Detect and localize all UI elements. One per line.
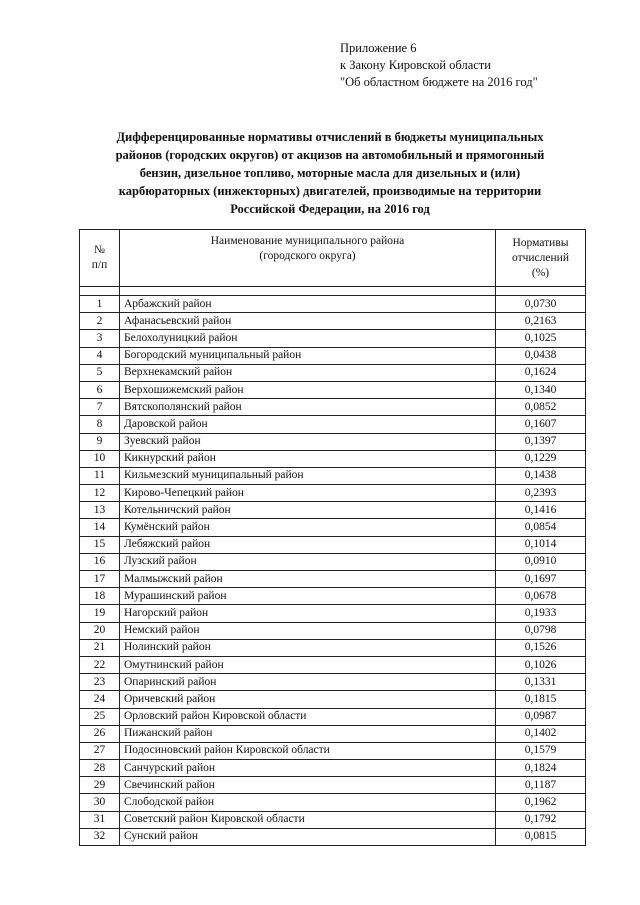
- row-number: 17: [80, 571, 120, 588]
- norm-value: 0,1438: [496, 467, 586, 484]
- district-name: Советский район Кировской области: [120, 811, 496, 828]
- norm-value: 0,1792: [496, 811, 586, 828]
- appendix-law-title: "Об областном бюджете на 2016 год": [340, 75, 538, 89]
- header-norm-line: (%): [531, 266, 550, 279]
- district-name: Подосиновский район Кировской области: [120, 742, 496, 759]
- table-row: [80, 588, 586, 605]
- table-row: [80, 760, 586, 777]
- district-name: Богородский муниципальный район: [120, 347, 496, 364]
- row-number: 31: [80, 811, 120, 828]
- table-row: [80, 656, 586, 673]
- district-name: Лебяжский район: [120, 536, 496, 553]
- norm-value: 0,1402: [496, 725, 586, 742]
- row-number: 22: [80, 656, 120, 673]
- norm-value: 0,0438: [496, 347, 586, 364]
- row-number: 18: [80, 588, 120, 605]
- district-name: Пижанский район: [120, 725, 496, 742]
- district-name: Арбажский район: [120, 296, 496, 313]
- spacer-cell: [496, 287, 586, 296]
- row-number: 11: [80, 467, 120, 484]
- table-row: [80, 485, 586, 502]
- norm-value: 0,1416: [496, 502, 586, 519]
- table-row: [80, 725, 586, 742]
- row-number: 4: [80, 347, 120, 364]
- district-name: Вятскополянский район: [120, 399, 496, 416]
- norm-value: 0,0854: [496, 519, 586, 536]
- table-row: [80, 777, 586, 794]
- appendix-header: [340, 40, 630, 91]
- norm-value: 0,1026: [496, 656, 586, 673]
- district-name: Даровской район: [120, 416, 496, 433]
- norm-value: 0,0815: [496, 828, 586, 845]
- row-number: 27: [80, 742, 120, 759]
- district-name: Кикнурский район: [120, 450, 496, 467]
- row-number: 24: [80, 691, 120, 708]
- district-name: Белохолуницкий район: [120, 330, 496, 347]
- table-body: [80, 296, 586, 846]
- norm-value: 0,1962: [496, 794, 586, 811]
- table-row: [80, 450, 586, 467]
- table-row: [80, 381, 586, 398]
- table-row: [80, 330, 586, 347]
- title-line: карбюраторных (инжекторных) двигателей, производимые на территории: [118, 184, 542, 198]
- row-number: 19: [80, 605, 120, 622]
- district-name: Санчурский район: [120, 760, 496, 777]
- norm-value: 0,2393: [496, 485, 586, 502]
- district-name: Кильмезский муниципальный район: [120, 467, 496, 484]
- district-name: Котельничский район: [120, 502, 496, 519]
- table-row: [80, 296, 586, 313]
- row-number: 23: [80, 674, 120, 691]
- table-row: [80, 828, 586, 845]
- district-name: Малмыжский район: [120, 571, 496, 588]
- row-number: 1: [80, 296, 120, 313]
- district-name: Немский район: [120, 622, 496, 639]
- district-name: Орловский район Кировской области: [120, 708, 496, 725]
- title-line: бензин, дизельное топливо, моторные масла для дизельных и (или): [139, 166, 521, 180]
- district-name: Лузский район: [120, 553, 496, 570]
- district-name: Мурашинский район: [120, 588, 496, 605]
- row-number: 7: [80, 399, 120, 416]
- district-name: Зуевский район: [120, 433, 496, 450]
- norm-value: 0,1624: [496, 364, 586, 381]
- row-number: 21: [80, 639, 120, 656]
- title-line: районов (городских округов) от акцизов на автомобильный и прямогонный: [115, 148, 545, 162]
- table-spacer-row: [80, 287, 586, 296]
- norm-value: 0,0798: [496, 622, 586, 639]
- row-number: 30: [80, 794, 120, 811]
- norm-value: 0,1697: [496, 571, 586, 588]
- district-name: Афанасьевский район: [120, 313, 496, 330]
- norm-value: 0,1397: [496, 433, 586, 450]
- header-number-line: п/п: [91, 259, 108, 271]
- norm-value: 0,1229: [496, 450, 586, 467]
- district-name: Кумёнский район: [120, 519, 496, 536]
- spacer-cell: [120, 287, 496, 296]
- title-line: Российской Федерации, на 2016 год: [230, 202, 430, 216]
- norms-table: [79, 229, 586, 846]
- table-row: [80, 433, 586, 450]
- norm-value: 0,1607: [496, 416, 586, 433]
- row-number: 6: [80, 381, 120, 398]
- table-row: [80, 519, 586, 536]
- row-number: 3: [80, 330, 120, 347]
- table-row: [80, 536, 586, 553]
- row-number: 20: [80, 622, 120, 639]
- norm-value: 0,1014: [496, 536, 586, 553]
- table-row: [80, 467, 586, 484]
- district-name: Верхнекамский район: [120, 364, 496, 381]
- table-row: [80, 811, 586, 828]
- table-row: [80, 794, 586, 811]
- district-name: Омутнинский район: [120, 656, 496, 673]
- table-row: [80, 605, 586, 622]
- table-header-row: [80, 230, 586, 287]
- district-name: Нагорский район: [120, 605, 496, 622]
- document-title: [60, 128, 600, 218]
- header-number-line: №: [94, 244, 105, 256]
- table-row: [80, 742, 586, 759]
- norm-value: 0,1824: [496, 760, 586, 777]
- row-number: 12: [80, 485, 120, 502]
- district-name: Сунский район: [120, 828, 496, 845]
- norm-value: 0,1331: [496, 674, 586, 691]
- appendix-law: к Закону Кировской области: [340, 58, 491, 72]
- appendix-number: Приложение 6: [340, 41, 417, 55]
- district-name: Слободской район: [120, 794, 496, 811]
- norm-value: 0,0852: [496, 399, 586, 416]
- header-norm-line: отчислений: [512, 251, 569, 264]
- row-number: 28: [80, 760, 120, 777]
- norm-value: 0,0910: [496, 553, 586, 570]
- norm-value: 0,0987: [496, 708, 586, 725]
- norm-value: 0,1340: [496, 381, 586, 398]
- table-row: [80, 571, 586, 588]
- row-number: 5: [80, 364, 120, 381]
- table-row: [80, 674, 586, 691]
- row-number: 32: [80, 828, 120, 845]
- title-line: Дифференцированные нормативы отчислений в бюджеты муниципальных: [116, 130, 544, 144]
- norm-value: 0,1025: [496, 330, 586, 347]
- header-norm-line: Нормативы: [512, 236, 569, 249]
- norm-value: 0,1815: [496, 691, 586, 708]
- norm-value: 0,1187: [496, 777, 586, 794]
- norm-value: 0,1933: [496, 605, 586, 622]
- table-row: [80, 502, 586, 519]
- table-row: [80, 622, 586, 639]
- row-number: 29: [80, 777, 120, 794]
- header-number: [80, 230, 120, 287]
- row-number: 10: [80, 450, 120, 467]
- table-row: [80, 313, 586, 330]
- district-name: Кирово-Чепецкий район: [120, 485, 496, 502]
- row-number: 2: [80, 313, 120, 330]
- table-row: [80, 553, 586, 570]
- row-number: 13: [80, 502, 120, 519]
- district-name: Свечинский район: [120, 777, 496, 794]
- table-row: [80, 708, 586, 725]
- table-row: [80, 416, 586, 433]
- header-name-line: (городского округа): [259, 250, 356, 262]
- norm-value: 0,0678: [496, 588, 586, 605]
- row-number: 15: [80, 536, 120, 553]
- row-number: 8: [80, 416, 120, 433]
- header-norm: [496, 230, 586, 287]
- row-number: 14: [80, 519, 120, 536]
- header-name: [120, 230, 496, 287]
- table-row: [80, 639, 586, 656]
- row-number: 26: [80, 725, 120, 742]
- district-name: Нолинский район: [120, 639, 496, 656]
- norm-value: 0,2163: [496, 313, 586, 330]
- district-name: Верхошижемский район: [120, 381, 496, 398]
- row-number: 25: [80, 708, 120, 725]
- spacer-cell: [80, 287, 120, 296]
- norm-value: 0,1526: [496, 639, 586, 656]
- norm-value: 0,1579: [496, 742, 586, 759]
- district-name: Оричевский район: [120, 691, 496, 708]
- table-row: [80, 399, 586, 416]
- district-name: Опаринский район: [120, 674, 496, 691]
- row-number: 16: [80, 553, 120, 570]
- header-name-line: Наименование муниципального района: [210, 235, 405, 247]
- row-number: 9: [80, 433, 120, 450]
- norm-value: 0,0730: [496, 296, 586, 313]
- table-row: [80, 347, 586, 364]
- table-row: [80, 364, 586, 381]
- table-row: [80, 691, 586, 708]
